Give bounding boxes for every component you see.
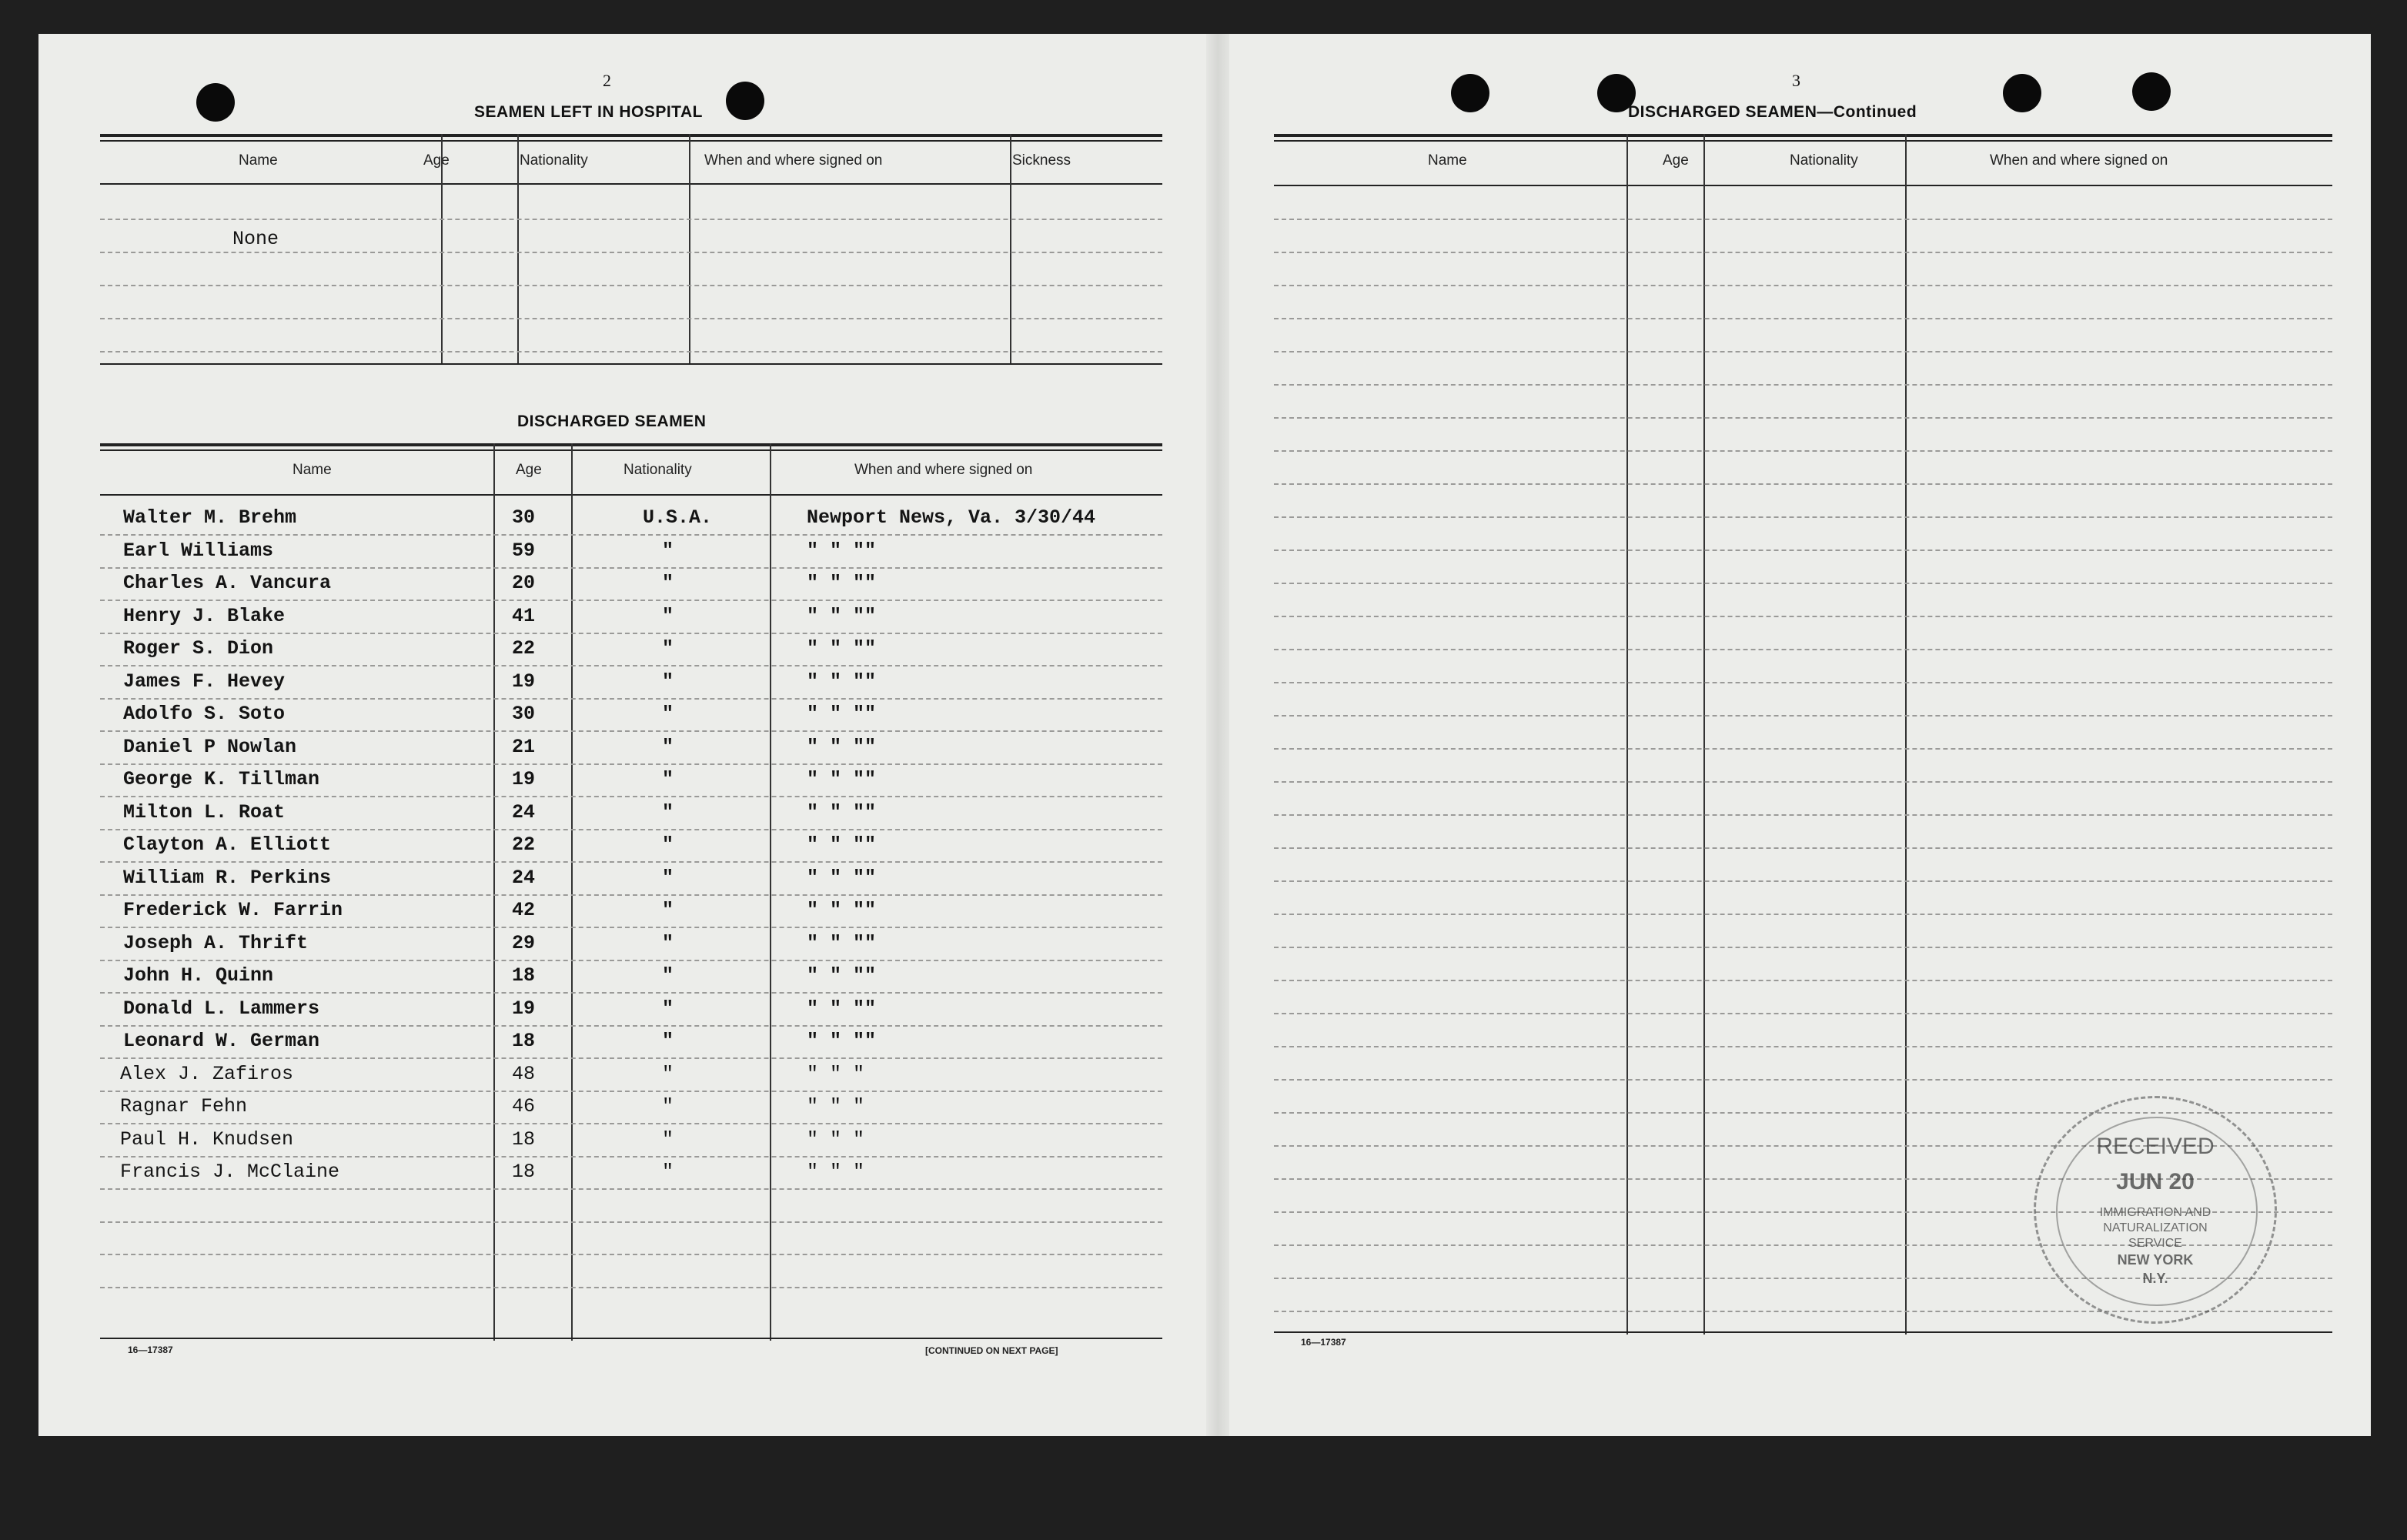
seaman-name: Joseph A. Thrift (123, 931, 309, 954)
right-title-main: DISCHARGED SEAMEN (1628, 103, 1817, 121)
seaman-age: 18 (512, 1161, 536, 1183)
stamp-line6: NEW YORK (2117, 1252, 2194, 1268)
seaman-nationality: " (662, 1161, 674, 1183)
continued-header-name: Name (1428, 152, 1467, 169)
hospital-header-nationality: Nationality (520, 152, 588, 169)
seaman-signed-on: " " "" (807, 931, 877, 954)
seaman-signed-on: " " "" (807, 833, 877, 856)
seaman-nationality: " (662, 964, 674, 987)
hospital-section-title: SEAMEN LEFT IN HOSPITAL (474, 103, 703, 121)
seaman-signed-on: Newport News, Va. 3/30/44 (807, 506, 1096, 529)
seaman-nationality: " (662, 768, 674, 790)
hospital-table (100, 134, 1162, 365)
seaman-age: 22 (512, 637, 536, 660)
seaman-name: Charles A. Vancura (123, 572, 332, 594)
seaman-nationality: " (662, 604, 674, 627)
seaman-name: Earl Williams (123, 539, 274, 562)
seaman-signed-on: " " "" (807, 637, 877, 660)
punch-hole (1451, 74, 1489, 112)
seaman-signed-on: " " "" (807, 1030, 877, 1052)
seaman-signed-on: " " "" (807, 800, 877, 823)
seaman-age: 18 (512, 1030, 536, 1052)
form-number-left: 16—17387 (128, 1345, 173, 1355)
document-sheet (38, 34, 2371, 1436)
right-section-title (1628, 103, 1917, 122)
stamp-line7: N.Y. (2142, 1271, 2168, 1286)
seaman-signed-on: " " "" (807, 604, 877, 627)
seaman-name: Clayton A. Elliott (123, 833, 332, 856)
seaman-age: 19 (512, 997, 536, 1020)
seaman-age: 21 (512, 735, 536, 758)
seaman-signed-on: " " "" (807, 997, 877, 1020)
seaman-signed-on: " " "" (807, 964, 877, 987)
seaman-name: Milton L. Roat (123, 800, 286, 823)
seaman-name: Daniel P Nowlan (123, 735, 297, 758)
seaman-age: 29 (512, 931, 536, 954)
seaman-age: 41 (512, 604, 536, 627)
page-number-right: 3 (1792, 71, 1800, 90)
seaman-nationality: " (662, 833, 674, 856)
seaman-name: George K. Tillman (123, 768, 320, 790)
discharged-table (100, 443, 1162, 1341)
seaman-name: Alex J. Zafiros (120, 1062, 294, 1085)
received-stamp (2034, 1096, 2277, 1324)
seaman-signed-on: " " "" (807, 768, 877, 790)
seaman-age: 19 (512, 670, 536, 693)
seaman-age: 24 (512, 866, 536, 889)
punch-hole (2003, 74, 2041, 112)
seaman-signed-on: " " "" (807, 670, 877, 693)
continued-note: [CONTINUED ON NEXT PAGE] (925, 1345, 1058, 1356)
continued-header-signed-on: When and where signed on (1990, 152, 2168, 169)
seaman-signed-on: " " "" (807, 735, 877, 758)
stamp-line3: IMMIGRATION AND (2099, 1206, 2211, 1219)
seaman-name: Henry J. Blake (123, 604, 286, 627)
seaman-signed-on: " " " (807, 1127, 865, 1151)
seaman-age: 18 (512, 1127, 536, 1151)
seaman-nationality: " (662, 997, 674, 1020)
seaman-nationality: " (662, 703, 674, 725)
seaman-name: John H. Quinn (123, 964, 274, 987)
seaman-nationality: " (662, 1062, 674, 1085)
seaman-age: 30 (512, 506, 536, 529)
seaman-age: 18 (512, 964, 536, 987)
seaman-age: 22 (512, 833, 536, 856)
continued-header-nationality: Nationality (1790, 152, 1858, 169)
seaman-nationality: " (662, 572, 674, 594)
discharged-section-title: DISCHARGED SEAMEN (517, 413, 707, 430)
hospital-header-name: Name (239, 152, 278, 169)
hospital-header-signed-on: When and where signed on (704, 152, 883, 169)
discharged-header-name: Name (293, 462, 332, 478)
right-title-cont: —Continued (1817, 103, 1917, 121)
discharged-header-nationality: Nationality (623, 462, 692, 478)
seaman-name: Francis J. McClaine (120, 1161, 340, 1183)
seaman-age: 30 (512, 703, 536, 725)
seaman-name: Walter M. Brehm (123, 506, 297, 529)
seaman-nationality: " (662, 1030, 674, 1052)
hospital-header-age: Age (423, 152, 450, 169)
stamp-received: RECEIVED (2096, 1134, 2215, 1159)
punch-hole (2132, 72, 2171, 111)
seaman-signed-on: " " "" (807, 899, 877, 921)
seaman-name: Donald L. Lammers (123, 997, 320, 1020)
seaman-signed-on: " " "" (807, 539, 877, 562)
seaman-nationality: " (662, 637, 674, 660)
page-number-left: 2 (603, 71, 611, 90)
seaman-nationality: " (662, 670, 674, 693)
continued-header-age: Age (1663, 152, 1689, 169)
stamp-line4: NATURALIZATION (2103, 1221, 2208, 1234)
seaman-signed-on: " " "" (807, 572, 877, 594)
seaman-nationality: " (662, 1095, 674, 1117)
seaman-nationality: " (662, 899, 674, 921)
seaman-name: Adolfo S. Soto (123, 703, 286, 725)
seaman-name: James F. Hevey (123, 670, 286, 693)
seaman-nationality: U.S.A. (643, 506, 713, 529)
seaman-name: Roger S. Dion (123, 637, 274, 660)
seaman-age: 42 (512, 899, 536, 921)
punch-hole (196, 83, 235, 122)
stamp-line5: SERVICE (2128, 1237, 2182, 1250)
seaman-age: 48 (512, 1062, 536, 1085)
discharged-header-age: Age (516, 462, 542, 478)
stamp-date: JUN 20 (2116, 1169, 2195, 1194)
seaman-nationality: " (662, 866, 674, 889)
seaman-signed-on: " " " (807, 1095, 865, 1117)
seaman-signed-on: " " " (807, 1062, 865, 1085)
seaman-name: Leonard W. German (123, 1030, 320, 1052)
seaman-nationality: " (662, 539, 674, 562)
seaman-nationality: " (662, 735, 674, 758)
seaman-name: Paul H. Knudsen (120, 1127, 294, 1151)
hospital-header-sickness: Sickness (1012, 152, 1071, 169)
seaman-name: William R. Perkins (123, 866, 332, 889)
discharged-header-signed-on: When and where signed on (854, 462, 1033, 478)
seaman-age: 59 (512, 539, 536, 562)
page-fold (1206, 34, 1229, 1436)
seaman-age: 24 (512, 800, 536, 823)
seaman-name: Frederick W. Farrin (123, 899, 343, 921)
seaman-age: 20 (512, 572, 536, 594)
seaman-nationality: " (662, 931, 674, 954)
seaman-age: 19 (512, 768, 536, 790)
seaman-nationality: " (662, 1127, 674, 1151)
seaman-age: 46 (512, 1095, 536, 1117)
seaman-nationality: " (662, 800, 674, 823)
seaman-signed-on: " " "" (807, 866, 877, 889)
hospital-entry: None (232, 228, 279, 250)
seaman-name: Ragnar Fehn (120, 1095, 248, 1117)
seaman-signed-on: " " " (807, 1161, 865, 1183)
seaman-signed-on: " " "" (807, 703, 877, 725)
punch-hole (726, 82, 764, 120)
form-number-right: 16—17387 (1301, 1337, 1346, 1348)
